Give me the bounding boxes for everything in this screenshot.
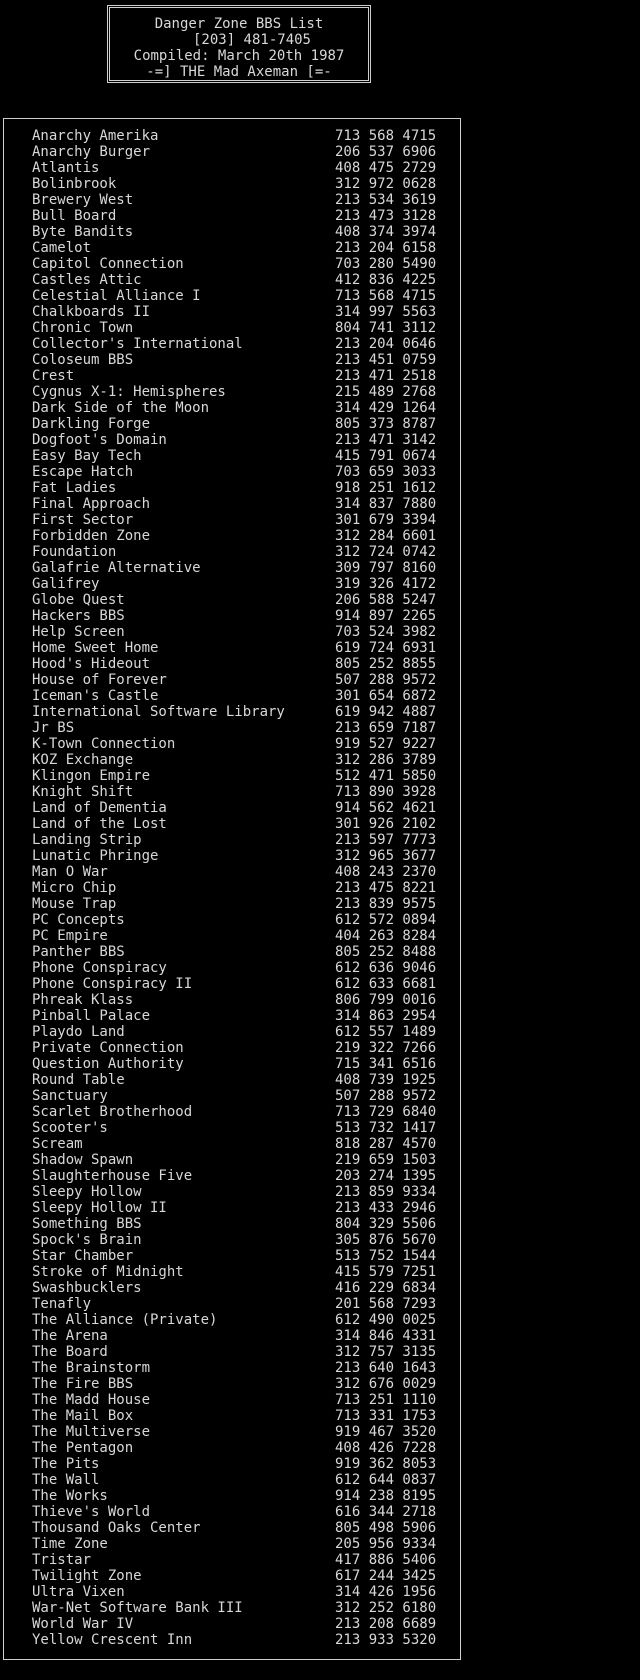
list-item: [32, 288, 442, 304]
list-item: [32, 960, 442, 976]
list-item: [32, 176, 442, 192]
bbs-name: Micro Chip: [32, 880, 117, 896]
list-item: [32, 688, 442, 704]
bbs-phone-number: 703 524 3982: [335, 624, 437, 640]
bbs-phone-number: 408 739 1925: [335, 1072, 437, 1088]
bbs-phone-number: 301 679 3394: [335, 512, 437, 528]
bbs-name: Sleepy Hollow II: [32, 1200, 167, 1216]
bbs-phone-number: 612 633 6681: [335, 976, 437, 992]
bbs-name: Spock's Brain: [32, 1232, 142, 1248]
bbs-name: Phone Conspiracy II: [32, 976, 193, 992]
bbs-phone-number: 213 839 9575: [335, 896, 437, 912]
list-item: [32, 1200, 442, 1216]
list-item: [32, 576, 442, 592]
bbs-name: Celestial Alliance I: [32, 288, 201, 304]
bbs-phone-number: 305 876 5670: [335, 1232, 437, 1248]
bbs-name: International Software Library: [32, 704, 285, 720]
bbs-name: The Board: [32, 1344, 108, 1360]
bbs-phone-number: 314 846 4331: [335, 1328, 437, 1344]
bbs-phone-number: 314 863 2954: [335, 1008, 437, 1024]
list-item: [32, 1392, 442, 1408]
list-item: [32, 320, 442, 336]
list-item: [32, 768, 442, 784]
list-item: [32, 1216, 442, 1232]
bbs-name: Time Zone: [32, 1536, 108, 1552]
bbs-name: Help Screen: [32, 624, 125, 640]
list-item: [32, 1088, 442, 1104]
list-item: [32, 144, 442, 160]
bbs-name: Scooter's: [32, 1120, 108, 1136]
list-item: [32, 1280, 442, 1296]
bbs-phone-number: 213 471 2518: [335, 368, 437, 384]
bbs-phone-number: 213 451 0759: [335, 352, 437, 368]
list-item: [32, 272, 442, 288]
list-item: [32, 560, 442, 576]
bbs-phone-number: 314 997 5563: [335, 304, 437, 320]
bbs-name: Bull Board: [32, 208, 117, 224]
bbs-name: Knight Shift: [32, 784, 134, 800]
bbs-phone-number: 412 836 4225: [335, 272, 437, 288]
bbs-name: Klingon Empire: [32, 768, 151, 784]
bbs-name: The Alliance (Private): [32, 1312, 218, 1328]
bbs-phone-number: 805 373 8787: [335, 416, 437, 432]
list-item: [32, 1248, 442, 1264]
list-item: [32, 192, 442, 208]
list-item: [32, 896, 442, 912]
bbs-phone-number: 408 475 2729: [335, 160, 437, 176]
list-item: [32, 832, 442, 848]
bbs-phone-number: 715 341 6516: [335, 1056, 437, 1072]
bbs-name: Land of Dementia: [32, 800, 167, 816]
bbs-phone-number: 512 471 5850: [335, 768, 437, 784]
bbs-name: Slaughterhouse Five: [32, 1168, 193, 1184]
bbs-phone-number: 213 471 3142: [335, 432, 437, 448]
bbs-name: Swashbucklers: [32, 1280, 142, 1296]
bbs-phone-number: 213 659 7187: [335, 720, 437, 736]
list-item: [32, 1568, 442, 1584]
bbs-name: Darkling Forge: [32, 416, 151, 432]
bbs-phone-number: 805 498 5906: [335, 1520, 437, 1536]
list-item: [32, 1152, 442, 1168]
list-item: [32, 992, 442, 1008]
header-box: [107, 5, 371, 83]
bbs-name: Cygnus X-1: Hemispheres: [32, 384, 226, 400]
list-item: [32, 880, 442, 896]
bbs-phone-number: 213 208 6689: [335, 1616, 437, 1632]
list-item: [32, 784, 442, 800]
list-item: [32, 928, 442, 944]
bbs-phone-number: 513 732 1417: [335, 1120, 437, 1136]
bbs-name: Lunatic Phringe: [32, 848, 159, 864]
bbs-name: The Arena: [32, 1328, 108, 1344]
bbs-phone-number: 919 527 9227: [335, 736, 437, 752]
bbs-name: Foundation: [32, 544, 117, 560]
bbs-name: KOZ Exchange: [32, 752, 134, 768]
list-item: [32, 1408, 442, 1424]
list-item: [32, 128, 442, 144]
bbs-phone-number: 213 473 3128: [335, 208, 437, 224]
bbs-phone-number: 918 251 1612: [335, 480, 437, 496]
bbs-phone-number: 215 489 2768: [335, 384, 437, 400]
bbs-phone-number: 319 326 4172: [335, 576, 437, 592]
bbs-name: Bolinbrook: [32, 176, 117, 192]
bbs-name: Galifrey: [32, 576, 100, 592]
bbs-name: Ultra Vixen: [32, 1584, 125, 1600]
list-item: [32, 864, 442, 880]
list-item: [32, 512, 442, 528]
bbs-name: The Mail Box: [32, 1408, 134, 1424]
bbs-name: Dogfoot's Domain: [32, 432, 167, 448]
list-item: [32, 1296, 442, 1312]
list-item: [32, 240, 442, 256]
list-item: [32, 464, 442, 480]
list-item: [32, 624, 442, 640]
bbs-name: Jr BS: [32, 720, 75, 736]
list-item: [32, 1168, 442, 1184]
bbs-phone-number: 301 654 6872: [335, 688, 437, 704]
bbs-name: PC Concepts: [32, 912, 125, 928]
bbs-name: Shadow Spawn: [32, 1152, 134, 1168]
bbs-phone-number: 312 965 3677: [335, 848, 437, 864]
bbs-phone-number: 312 724 0742: [335, 544, 437, 560]
bbs-phone-number: 713 729 6840: [335, 1104, 437, 1120]
list-item: [32, 304, 442, 320]
bbs-name: Anarchy Burger: [32, 144, 151, 160]
bbs-name: Phreak Klass: [32, 992, 134, 1008]
bbs-name: Capitol Connection: [32, 256, 184, 272]
bbs-name: Galafrie Alternative: [32, 560, 201, 576]
list-item: [32, 1472, 442, 1488]
list-item: [32, 1328, 442, 1344]
bbs-name: Home Sweet Home: [32, 640, 159, 656]
bbs-phone-number: 312 676 0029: [335, 1376, 437, 1392]
bbs-name: Globe Quest: [32, 592, 125, 608]
bbs-name: Thousand Oaks Center: [32, 1520, 201, 1536]
bbs-name: First Sector: [32, 512, 134, 528]
bbs-phone-number: 818 287 4570: [335, 1136, 437, 1152]
bbs-name: Anarchy Amerika: [32, 128, 159, 144]
bbs-phone-number: 617 244 3425: [335, 1568, 437, 1584]
bbs-phone-number: 206 537 6906: [335, 144, 437, 160]
list-item: [32, 1040, 442, 1056]
bbs-phone-number: 703 280 5490: [335, 256, 437, 272]
bbs-phone-number: 804 329 5506: [335, 1216, 437, 1232]
list-item: [32, 752, 442, 768]
list-item: [32, 1104, 442, 1120]
bbs-phone: [203] 481-7405: [192, 32, 311, 48]
list-item: [32, 256, 442, 272]
bbs-phone-number: 213 933 5320: [335, 1632, 437, 1648]
bbs-phone-number: 213 534 3619: [335, 192, 437, 208]
list-item: [32, 1184, 442, 1200]
bbs-phone-number: 513 752 1544: [335, 1248, 437, 1264]
list-item: [32, 528, 442, 544]
list-item: [32, 352, 442, 368]
list-item: [32, 1600, 442, 1616]
bbs-name: The Pits: [32, 1456, 100, 1472]
list-item: [32, 416, 442, 432]
bbs-name: Dark Side of the Moon: [32, 400, 210, 416]
bbs-phone-number: 919 467 3520: [335, 1424, 437, 1440]
list-item: [32, 400, 442, 416]
bbs-name: Stroke of Midnight: [32, 1264, 184, 1280]
bbs-name: The Works: [32, 1488, 108, 1504]
bbs-name: Pinball Palace: [32, 1008, 151, 1024]
bbs-name: Chalkboards II: [32, 304, 151, 320]
bbs-name: Yellow Crescent Inn: [32, 1632, 193, 1648]
bbs-name: The Wall: [32, 1472, 100, 1488]
bbs-name: The Multiverse: [32, 1424, 151, 1440]
author-credit: -=] THE Mad Axeman [=-: [146, 64, 332, 80]
bbs-name: Crest: [32, 368, 75, 384]
bbs-phone-number: 416 229 6834: [335, 1280, 437, 1296]
list-item: [32, 656, 442, 672]
bbs-phone-number: 415 791 0674: [335, 448, 437, 464]
bbs-name: Forbidden Zone: [32, 528, 151, 544]
bbs-name: Easy Bay Tech: [32, 448, 142, 464]
list-item: [32, 448, 442, 464]
list-item: [32, 224, 442, 240]
bbs-name: The Brainstorm: [32, 1360, 151, 1376]
bbs-name: Mouse Trap: [32, 896, 117, 912]
list-item: [32, 800, 442, 816]
list-item: [32, 160, 442, 176]
bbs-phone-number: 612 490 0025: [335, 1312, 437, 1328]
bbs-phone-number: 713 251 1110: [335, 1392, 437, 1408]
list-item: [32, 720, 442, 736]
bbs-name: Brewery West: [32, 192, 134, 208]
bbs-name: Atlantis: [32, 160, 100, 176]
bbs-phone-number: 205 956 9334: [335, 1536, 437, 1552]
bbs-phone-number: 507 288 9572: [335, 1088, 437, 1104]
list-item: [32, 672, 442, 688]
bbs-name: Scream: [32, 1136, 83, 1152]
bbs-phone-number: 408 243 2370: [335, 864, 437, 880]
list-item: [32, 816, 442, 832]
list-item: [32, 1376, 442, 1392]
list-item: [32, 336, 442, 352]
list-item: [32, 944, 442, 960]
bbs-phone-number: 314 429 1264: [335, 400, 437, 416]
bbs-phone-number: 213 433 2946: [335, 1200, 437, 1216]
bbs-name: Tristar: [32, 1552, 92, 1568]
bbs-phone-number: 616 344 2718: [335, 1504, 437, 1520]
list-item: [32, 368, 442, 384]
bbs-name: Playdo Land: [32, 1024, 125, 1040]
bbs-phone-number: 612 572 0894: [335, 912, 437, 928]
bbs-name: Round Table: [32, 1072, 125, 1088]
bbs-phone-number: 415 579 7251: [335, 1264, 437, 1280]
list-item: [32, 480, 442, 496]
bbs-name: Landing Strip: [32, 832, 142, 848]
bbs-phone-number: 919 362 8053: [335, 1456, 437, 1472]
bbs-name: Castles Attic: [32, 272, 142, 288]
list-item: [32, 496, 442, 512]
list-item: [32, 208, 442, 224]
list-item: [32, 1520, 442, 1536]
bbs-name: Chronic Town: [32, 320, 134, 336]
list-item: [32, 976, 442, 992]
bbs-phone-number: 203 274 1395: [335, 1168, 437, 1184]
bbs-phone-number: 309 797 8160: [335, 560, 437, 576]
bbs-name: Hackers BBS: [32, 608, 125, 624]
bbs-phone-number: 219 659 1503: [335, 1152, 437, 1168]
bbs-name: House of Forever: [32, 672, 167, 688]
list-item: [32, 704, 442, 720]
bbs-name: Man O War: [32, 864, 108, 880]
bbs-phone-number: 804 741 3112: [335, 320, 437, 336]
list-item: [32, 1616, 442, 1632]
bbs-phone-number: 404 263 8284: [335, 928, 437, 944]
list-item: [32, 848, 442, 864]
bbs-name: K-Town Connection: [32, 736, 176, 752]
bbs-name: The Fire BBS: [32, 1376, 134, 1392]
bbs-name: Fat Ladies: [32, 480, 117, 496]
bbs-name: Hood's Hideout: [32, 656, 151, 672]
bbs-phone-number: 213 859 9334: [335, 1184, 437, 1200]
bbs-phone-number: 312 757 3135: [335, 1344, 437, 1360]
bbs-phone-number: 206 588 5247: [335, 592, 437, 608]
bbs-name: Twilight Zone: [32, 1568, 142, 1584]
bbs-phone-number: 312 252 6180: [335, 1600, 437, 1616]
bbs-phone-number: 703 659 3033: [335, 464, 437, 480]
bbs-phone-number: 805 252 8488: [335, 944, 437, 960]
list-item: [32, 1456, 442, 1472]
bbs-phone-number: 914 238 8195: [335, 1488, 437, 1504]
bbs-phone-number: 417 886 5406: [335, 1552, 437, 1568]
bbs-phone-number: 713 890 3928: [335, 784, 437, 800]
bbs-phone-number: 713 568 4715: [335, 288, 437, 304]
bbs-phone-number: 914 562 4621: [335, 800, 437, 816]
list-item: [32, 1312, 442, 1328]
list-item: [32, 736, 442, 752]
bbs-phone-number: 612 644 0837: [335, 1472, 437, 1488]
compiled-date: Compiled: March 20th 1987: [133, 48, 345, 64]
bbs-phone-number: 213 204 6158: [335, 240, 437, 256]
list-item: [32, 608, 442, 624]
list-item: [32, 1232, 442, 1248]
bbs-name: Something BBS: [32, 1216, 142, 1232]
list-item: [32, 1136, 442, 1152]
bbs-name: Phone Conspiracy: [32, 960, 167, 976]
bbs-phone-number: 619 942 4887: [335, 704, 437, 720]
list-item: [32, 432, 442, 448]
bbs-phone-number: 314 426 1956: [335, 1584, 437, 1600]
list-item: [32, 1440, 442, 1456]
bbs-name: The Madd House: [32, 1392, 151, 1408]
bbs-name: Camelot: [32, 240, 92, 256]
list-title: Danger Zone BBS List: [154, 16, 324, 32]
bbs-name: Panther BBS: [32, 944, 125, 960]
bbs-name: Scarlet Brotherhood: [32, 1104, 193, 1120]
list-item: [32, 640, 442, 656]
bbs-phone-number: 408 426 7228: [335, 1440, 437, 1456]
bbs-phone-number: 806 799 0016: [335, 992, 437, 1008]
list-item: [32, 1264, 442, 1280]
bbs-name: Tenafly: [32, 1296, 92, 1312]
bbs-phone-number: 314 837 7880: [335, 496, 437, 512]
bbs-name: Sanctuary: [32, 1088, 108, 1104]
bbs-phone-number: 619 724 6931: [335, 640, 437, 656]
bbs-phone-number: 612 636 9046: [335, 960, 437, 976]
bbs-phone-number: 612 557 1489: [335, 1024, 437, 1040]
bbs-phone-number: 914 897 2265: [335, 608, 437, 624]
list-item: [32, 1632, 442, 1648]
bbs-name: The Pentagon: [32, 1440, 134, 1456]
list-item: [32, 912, 442, 928]
bbs-name: Collector's International: [32, 336, 243, 352]
bbs-name: Sleepy Hollow: [32, 1184, 142, 1200]
list-item: [32, 1056, 442, 1072]
bbs-name: World War IV: [32, 1616, 134, 1632]
bbs-name: Iceman's Castle: [32, 688, 159, 704]
list-item: [32, 1344, 442, 1360]
bbs-name: Question Authority: [32, 1056, 184, 1072]
bbs-name: Coloseum BBS: [32, 352, 134, 368]
list-item: [32, 592, 442, 608]
bbs-name: Private Connection: [32, 1040, 184, 1056]
list-item: [32, 384, 442, 400]
list-item: [32, 1072, 442, 1088]
bbs-phone-number: 201 568 7293: [335, 1296, 437, 1312]
bbs-phone-number: 805 252 8855: [335, 656, 437, 672]
bbs-phone-number: 219 322 7266: [335, 1040, 437, 1056]
bbs-name: Byte Bandits: [32, 224, 134, 240]
bbs-name: Final Approach: [32, 496, 151, 512]
list-item: [32, 1120, 442, 1136]
bbs-name: Thieve's World: [32, 1504, 151, 1520]
bbs-name: PC Empire: [32, 928, 108, 944]
bbs-phone-number: 312 284 6601: [335, 528, 437, 544]
list-item: [32, 1488, 442, 1504]
bbs-list-box: [3, 118, 461, 1660]
bbs-phone-number: 408 374 3974: [335, 224, 437, 240]
bbs-name: Star Chamber: [32, 1248, 134, 1264]
list-item: [32, 1008, 442, 1024]
bbs-name: Land of the Lost: [32, 816, 167, 832]
list-item: [32, 1504, 442, 1520]
bbs-phone-number: 312 286 3789: [335, 752, 437, 768]
bbs-phone-number: 301 926 2102: [335, 816, 437, 832]
bbs-phone-number: 507 288 9572: [335, 672, 437, 688]
bbs-phone-number: 312 972 0628: [335, 176, 437, 192]
bbs-phone-number: 713 331 1753: [335, 1408, 437, 1424]
list-item: [32, 1536, 442, 1552]
bbs-phone-number: 213 204 0646: [335, 336, 437, 352]
list-item: [32, 1552, 442, 1568]
list-item: [32, 1584, 442, 1600]
bbs-phone-number: 213 597 7773: [335, 832, 437, 848]
list-item: [32, 544, 442, 560]
list-item: [32, 1360, 442, 1376]
bbs-phone-number: 713 568 4715: [335, 128, 437, 144]
bbs-name: War-Net Software Bank III: [32, 1600, 243, 1616]
bbs-phone-number: 213 475 8221: [335, 880, 437, 896]
list-item: [32, 1024, 442, 1040]
bbs-name: Escape Hatch: [32, 464, 134, 480]
list-item: [32, 1424, 442, 1440]
bbs-phone-number: 213 640 1643: [335, 1360, 437, 1376]
